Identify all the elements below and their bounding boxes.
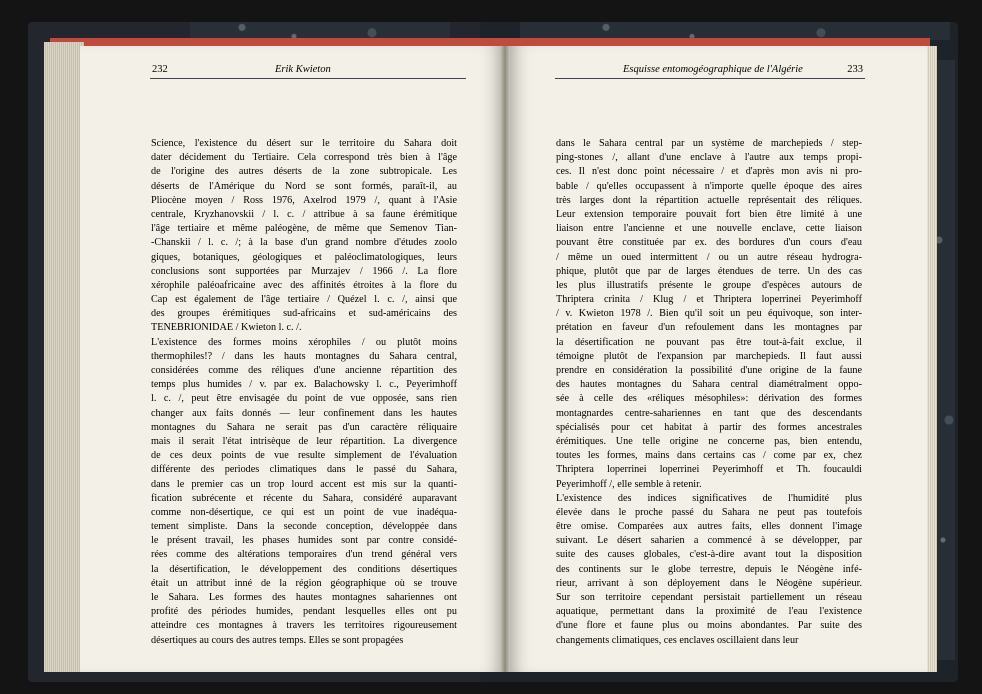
text-line: très larges dont la répartition actuelle représentait des réliques. — [556, 194, 862, 206]
text-line: Peyerimhoff /, elle semble à retenir. — [556, 478, 702, 490]
right-page-number: 233 — [847, 64, 863, 75]
text-line: le présent travail, les phases humides sont par contre considé- — [151, 535, 457, 547]
text-line: Science, l'existence du désert sur le territoire du Sahara doit — [151, 138, 457, 149]
text-line: Sur son territoire cependant persistait partiellement un réseau — [556, 592, 862, 603]
text-line: atteindre ces montagnes à travers les territoires rigoureusement — [151, 620, 457, 632]
text-line: TENEBRIONIDAE / Kwieton l. c. /. — [151, 322, 302, 334]
left-running-title: Erik Kwieton — [275, 64, 331, 75]
red-page-edge — [50, 38, 930, 46]
text-line: suivant. Le désert saharien a commencé à se développer, par — [556, 535, 862, 547]
text-line: Leur extension temporaire pouvait fort bien être limité à une — [556, 208, 862, 220]
text-line: suite des causes globales, c'est-à-dire avant tout la disposition — [556, 549, 862, 561]
text-line: élevée dans le proche passé du Sahara ne peut pas toutefois — [556, 506, 862, 518]
text-line: les plus illustratifs présente le groupe d'espèces autours de — [556, 279, 862, 291]
text-line: giques, botaniques, géologiques et paléoclimatologiques, leurs — [151, 251, 457, 263]
text-line: thermophiles!? / dans les hauts montagnes du Sahara central, — [151, 350, 457, 362]
text-line: liaison entre l'ancienne et une nouvelle enclave, cette liaison — [556, 223, 862, 235]
text-line: fication subrécente et récente du Sahara, considéré auparavant — [151, 492, 457, 504]
right-running-title: Esquisse entomogéographique de l'Algérie — [623, 64, 803, 75]
text-line: centrale, Kryzhanovskii / l. c. / attribue à sa faune érémitique — [151, 208, 457, 220]
text-line: considérées comme des réliques d'une ancienne répartition des — [151, 365, 457, 376]
text-line: l'âge tertiaire et même paléogène, de même que Semenov Tian- — [151, 223, 457, 235]
page-stack-right — [927, 46, 937, 672]
page-stack-left — [44, 42, 84, 672]
text-line: la désertification, le développement des conditions désertiques — [151, 563, 457, 575]
text-line: témoigne plutôt de l'expansion par marchepieds. Il faut aussi — [556, 350, 862, 362]
text-line: désertiques au cours des autres temps. Elles se sont propagées — [151, 634, 404, 646]
text-line: xérophile paléoafricaine avec des affinités étroites à la flore du — [151, 279, 457, 291]
text-line: comme non-désertique, ce qui est un point de vue inadéqua- — [151, 506, 457, 518]
text-line: prendre en considération la possibilité d'une origine de la faune — [556, 365, 862, 376]
text-line: bable / qu'elles occupassent à n'importe quelle époque des aires — [556, 180, 862, 192]
text-line: / même un oued intermittent / ou un autre réseau hydrogra- — [556, 251, 862, 263]
left-body-text — [151, 137, 457, 648]
text-line: L'existence des formes moins xérophiles / ou plutôt moins — [151, 336, 457, 348]
text-line: le Sahara. Les formes des hautes montagnes sahariennes ont — [151, 592, 457, 603]
text-line: Thriptera loperrinei loperrinei Peyerimhoff et Th. foucauldi — [556, 464, 862, 476]
text-line: Pliocène moyen / Ross 1976, Axelrod 1979 /, quant à l'Asie — [151, 194, 457, 206]
text-line: rées comme des altérations temporaires d'un trend général vers — [151, 549, 457, 561]
text-line: tement simpliste. Dans la seconde conception, développée dans — [151, 521, 457, 533]
text-line: -Chanskii / l. c. /; à la base d'un grand nombre d'études zoolo — [151, 237, 457, 249]
text-line: ping-stones /, allant d'une enclave à l'autre aux temps propi- — [556, 152, 862, 164]
text-line: pouvant être constituée par ex. des bordures d'un cours d'eau — [556, 237, 862, 249]
text-line: des hautes montagnes du Sahara central diamétralment oppo- — [556, 379, 862, 391]
text-line: dans le Sahara central par un système de marchepieds / step- — [556, 138, 862, 149]
text-line: était un attribut inné de la région géographique où se trouve — [151, 577, 457, 589]
text-line: Cap est également de l'âge tertiaire / Quézel l. c. /, ainsi que — [151, 294, 457, 306]
text-line: phique, plutôt que par de larges étendues de terre. Un des cas — [556, 265, 862, 277]
text-line: être omise. Comparées aux autres faits, elles donnent l'image — [556, 521, 862, 533]
text-line: différente des periodes climatiques dans le passé du Sahara, — [151, 464, 457, 476]
marbled-cover-right-edge — [935, 60, 955, 660]
left-page-number: 232 — [152, 64, 168, 75]
text-line: L'existence des indices significatives de l'humidité plus — [556, 492, 862, 504]
right-running-header — [555, 64, 865, 79]
text-line: l. c. /, peut être envisagée du point de vue opposée, sans rien — [151, 393, 457, 405]
text-line: aquatique, permettant dans la proximité de l'eau l'existence — [556, 606, 862, 618]
text-line: profité des périodes humides, pendant lesquelles elles ont pu — [151, 606, 457, 618]
text-line: / v. Kwieton 1978 /. Bien qu'il soit un peu équivoque, son inter- — [556, 308, 862, 320]
right-body-text — [556, 137, 862, 648]
book-gutter — [500, 46, 510, 672]
text-line: montagnes du Sahara ne serait pas d'un caractère réliquaire — [151, 421, 457, 433]
left-running-header — [150, 64, 466, 79]
text-line: montagnardes centre-sahariennes en tant que des descendants — [556, 407, 862, 419]
text-line: dans le premier cas un trop lourd accent est mis sur la quanti- — [151, 478, 457, 490]
text-line: la désertification ne pouvant pas être tout-à-fait exclue, il — [556, 336, 862, 348]
text-line: déserts de l'Amérique du Nord se sont formés, paraît-il, au — [151, 180, 457, 192]
text-line: rieur, arrivant à son déployement dans le Néogène supérieur. — [556, 577, 862, 589]
text-line: des groupes érémitiques sud-africains et sud-américains des — [151, 308, 457, 320]
text-line: prétation en faveur d'un refoulement dans les montagnes par — [556, 322, 862, 334]
text-line: des continents sur le globe terrestre, depuis le Néogène infé- — [556, 563, 862, 575]
text-line: de l'origine des autres déserts de la zone subtropicale. Les — [151, 166, 457, 178]
text-line: temps plus humides / v. par ex. Balachowsky l. c., Peyerimhoff — [151, 379, 457, 391]
text-line: mais il serait l'état intrisèque de leur répartition. La divergence — [151, 435, 457, 447]
text-line: conclusions sont supportées par Murzajev / 1966 /. La flore — [151, 265, 457, 277]
text-line: d'une flore et faune plus ou moins abondantes. Par suite des — [556, 620, 862, 632]
text-line: dater décidement du Tertiaire. Cela correspond très bien à l'âge — [151, 152, 457, 164]
text-line: spécialisés pour cet habitat à partir des formes ancestrales — [556, 421, 862, 433]
text-line: sée à celle des «réliques mésophiles»: dérivation des formes — [556, 393, 862, 405]
text-line: changements climatiques, ces enclaves oscillaient dans leur — [556, 634, 799, 646]
text-line: de ces deux points de vue resulte simplement de l'évaluation — [151, 450, 457, 462]
text-line: changer aux faits donnés — leur confinement dans les hautes — [151, 407, 457, 419]
text-line: toutes les formes, mains dans certains cas / come par ex, chez — [556, 450, 862, 462]
text-line: Thriptera crinita / Klug / et Thriptera loperrinei Peyerimhoff — [556, 294, 862, 306]
text-line: ces. Il n'est donc point nécessaire / et d'après mon avis ni pro- — [556, 166, 862, 178]
text-line: érémitiques. Une telle origine ne concerne pas, bien entendu, — [556, 435, 862, 447]
